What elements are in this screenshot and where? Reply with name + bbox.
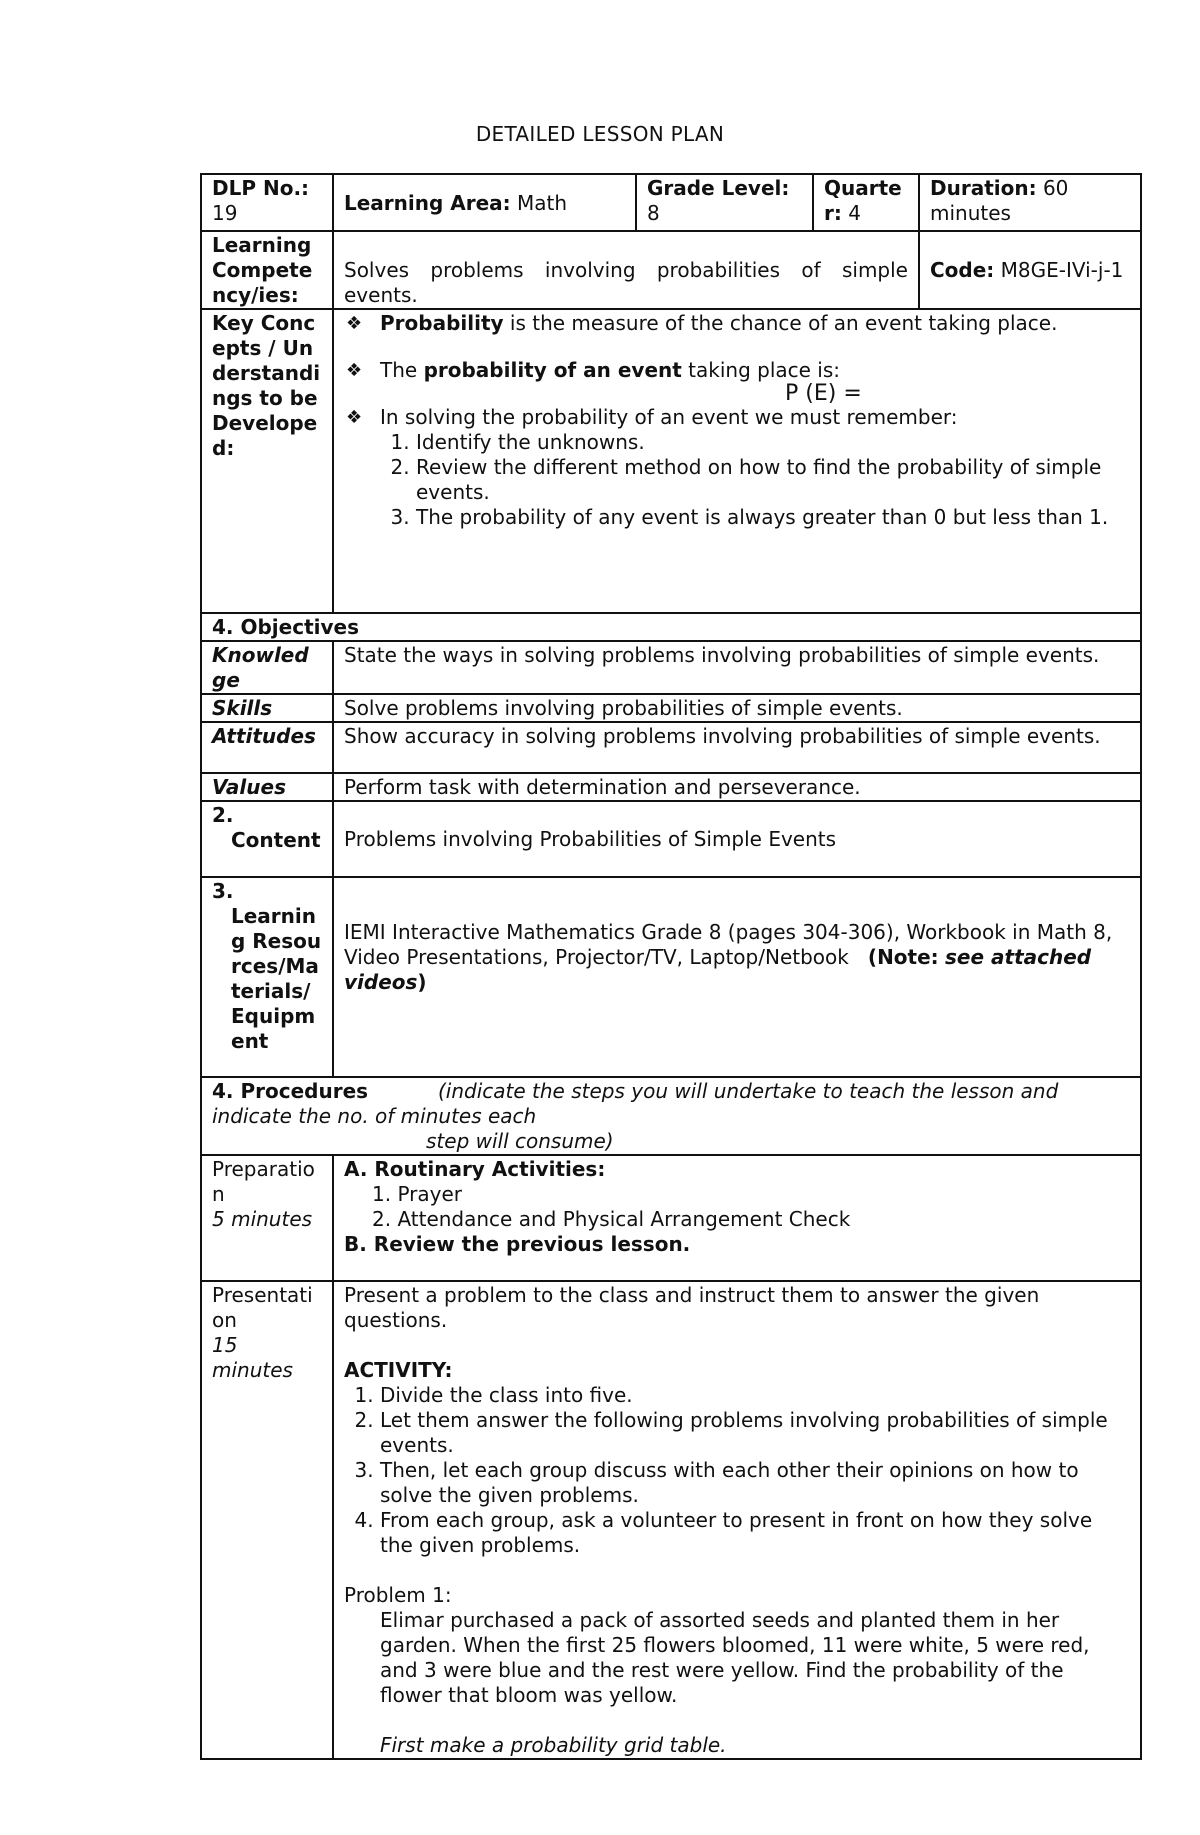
duration-cell bbox=[919, 174, 1141, 231]
resources-label: Learning Resources/Materials/Equipment bbox=[231, 904, 322, 1053]
routine-heading: A. Routinary Activities: bbox=[344, 1157, 606, 1181]
resources-note-label: (Note: bbox=[867, 945, 939, 969]
problem-label: Problem 1: bbox=[344, 1583, 452, 1607]
concept-list bbox=[344, 311, 1130, 530]
presentation-intro: Present a problem to the class and instruct them to answer the given questions. bbox=[344, 1283, 1040, 1332]
dlp-cell bbox=[201, 174, 333, 231]
values-text: Perform task with determination and perseverance. bbox=[333, 773, 1141, 801]
resources-label-cell bbox=[201, 877, 333, 1077]
routine-item: 1. Prayer bbox=[372, 1182, 462, 1206]
content-label: Content bbox=[231, 828, 321, 852]
resources-content bbox=[333, 877, 1141, 1077]
quarter-cell bbox=[813, 174, 919, 231]
preparation-time: 5 minutes bbox=[212, 1207, 313, 1231]
concept-text: In solving the probability of an event we must remember: bbox=[380, 405, 958, 429]
key-concepts-content bbox=[333, 309, 1141, 613]
concept-steps bbox=[380, 430, 1130, 530]
preparation-label-cell bbox=[201, 1155, 333, 1281]
review-heading: B. Review the previous lesson. bbox=[344, 1232, 691, 1256]
grade-cell bbox=[636, 174, 813, 231]
code-value: M8GE-IVi-j-1 bbox=[1000, 258, 1124, 282]
dlp-label: DLP No.: bbox=[212, 176, 310, 200]
grade-label: Grade Level: bbox=[647, 176, 790, 200]
content-number: 2. bbox=[212, 803, 234, 827]
concept-item bbox=[346, 311, 1130, 336]
content-label-cell bbox=[201, 801, 333, 877]
concept-step: 2. Review the different method on how to find the probability of simple events. bbox=[416, 455, 1130, 505]
duration-label: Duration: bbox=[930, 176, 1037, 200]
learning-area-cell bbox=[333, 174, 636, 231]
attitudes-label: Attitudes bbox=[201, 722, 333, 773]
content-text: Problems involving Probabilities of Simple Events bbox=[333, 801, 1141, 877]
resources-row bbox=[201, 877, 1141, 1077]
competency-label: Learning Competency/ies: bbox=[201, 231, 333, 309]
learning-area-value: Math bbox=[517, 190, 568, 215]
presentation-label: Presentation bbox=[212, 1283, 313, 1332]
code-label: Code: bbox=[930, 258, 995, 282]
presentation-row bbox=[201, 1281, 1141, 1759]
key-concepts-row bbox=[201, 309, 1141, 613]
activity-step: 2. Let them answer the following problems involving probabilities of simple events. bbox=[380, 1408, 1130, 1458]
grade-value: 8 bbox=[647, 201, 660, 225]
quarter-label: Quarter: bbox=[824, 176, 902, 225]
resources-number: 3. bbox=[212, 879, 234, 903]
knowledge-label: Knowledge bbox=[201, 641, 333, 694]
presentation-time-unit: minutes bbox=[212, 1358, 293, 1382]
presentation-label-cell bbox=[201, 1281, 333, 1759]
skills-row bbox=[201, 694, 1141, 722]
concept-text: The bbox=[380, 358, 424, 382]
concept-term: probability of an event bbox=[423, 358, 682, 382]
lesson-plan-table bbox=[200, 173, 1142, 1760]
diamond-bullet-icon: ❖ bbox=[346, 407, 363, 428]
page-title: DETAILED LESSON PLAN bbox=[475, 122, 725, 146]
resources-note-close: ) bbox=[417, 970, 427, 994]
activity-steps bbox=[344, 1383, 1130, 1558]
dlp-value: 19 bbox=[212, 201, 238, 225]
diamond-bullet-icon: ❖ bbox=[346, 360, 363, 381]
objectives-heading: 4. Objectives bbox=[201, 613, 1141, 641]
procedures-heading-row bbox=[201, 1077, 1141, 1155]
concept-step: 1. Identify the unknowns. bbox=[416, 430, 1130, 455]
code-cell bbox=[919, 231, 1141, 309]
resources-note-text: see attached videos bbox=[344, 945, 1092, 994]
activity-step: 4. From each group, ask a volunteer to present in front on how they solve the given problems. bbox=[380, 1508, 1130, 1558]
preparation-row bbox=[201, 1155, 1141, 1281]
diamond-bullet-icon: ❖ bbox=[346, 313, 363, 334]
knowledge-row bbox=[201, 641, 1141, 694]
concept-item bbox=[346, 405, 1130, 530]
concept-term: Probability bbox=[380, 311, 504, 335]
skills-text: Solve problems involving probabilities of simple events. bbox=[333, 694, 1141, 722]
presentation-time: 15 bbox=[212, 1333, 238, 1357]
resources-text: IEMI Interactive Mathematics Grade 8 (pages 304-306), Workbook in Math 8, Video Presentations, Projector/TV, Laptop/Netbook bbox=[344, 920, 1113, 969]
concept-text: is the measure of the chance of an event taking place. bbox=[503, 311, 1058, 335]
concept-text: taking place is: bbox=[681, 358, 841, 382]
content-row bbox=[201, 801, 1141, 877]
skills-label: Skills bbox=[201, 694, 333, 722]
routine-item: 2. Attendance and Physical Arrangement Check bbox=[372, 1207, 851, 1231]
activity-step: 1. Divide the class into five. bbox=[380, 1383, 1130, 1408]
knowledge-text: State the ways in solving problems involving probabilities of simple events. bbox=[333, 641, 1141, 694]
procedures-heading-cell bbox=[201, 1077, 1141, 1155]
presentation-content bbox=[333, 1281, 1141, 1759]
attitudes-row bbox=[201, 722, 1141, 773]
activity-label: ACTIVITY: bbox=[344, 1358, 453, 1382]
attitudes-text: Show accuracy in solving problems involving probabilities of simple events. bbox=[333, 722, 1141, 773]
activity-step: 3. Then, let each group discuss with each other their opinions on how to solve the given problems. bbox=[380, 1458, 1130, 1508]
values-label: Values bbox=[201, 773, 333, 801]
problem-text: Elimar purchased a pack of assorted seeds and planted them in her garden. When the first 25 flowers bloomed, 11 were white, 5 were red, and 3 were blue and the rest were yellow. Find the probability of the flower that bloom was yellow. bbox=[380, 1608, 1090, 1707]
competency-text: Solves problems involving probabilities of simple events. bbox=[333, 231, 919, 309]
problem-instruction: First make a probability grid table. bbox=[380, 1733, 727, 1757]
preparation-label: Preparation bbox=[212, 1157, 315, 1206]
competency-row bbox=[201, 231, 1141, 309]
key-concepts-label: Key Concepts / Understandings to be Developed: bbox=[201, 309, 333, 613]
learning-area-label: Learning Area: bbox=[344, 190, 511, 215]
procedures-note: (indicate the steps you will undertake to teach the lesson and indicate the no. of minutes each bbox=[212, 1079, 1059, 1128]
duration-value: 60 minutes bbox=[930, 176, 1069, 225]
procedures-note-cont: step will consume) bbox=[426, 1129, 614, 1153]
header-row bbox=[201, 174, 1141, 231]
procedures-heading: 4. Procedures bbox=[212, 1079, 369, 1103]
concept-item bbox=[346, 358, 1130, 383]
concept-step: 3. The probability of any event is always greater than 0 but less than 1. bbox=[416, 505, 1130, 530]
objectives-heading-row bbox=[201, 613, 1141, 641]
probability-formula: P (E) = bbox=[785, 381, 862, 406]
values-row bbox=[201, 773, 1141, 801]
quarter-value: 4 bbox=[848, 201, 861, 225]
preparation-content bbox=[333, 1155, 1141, 1281]
